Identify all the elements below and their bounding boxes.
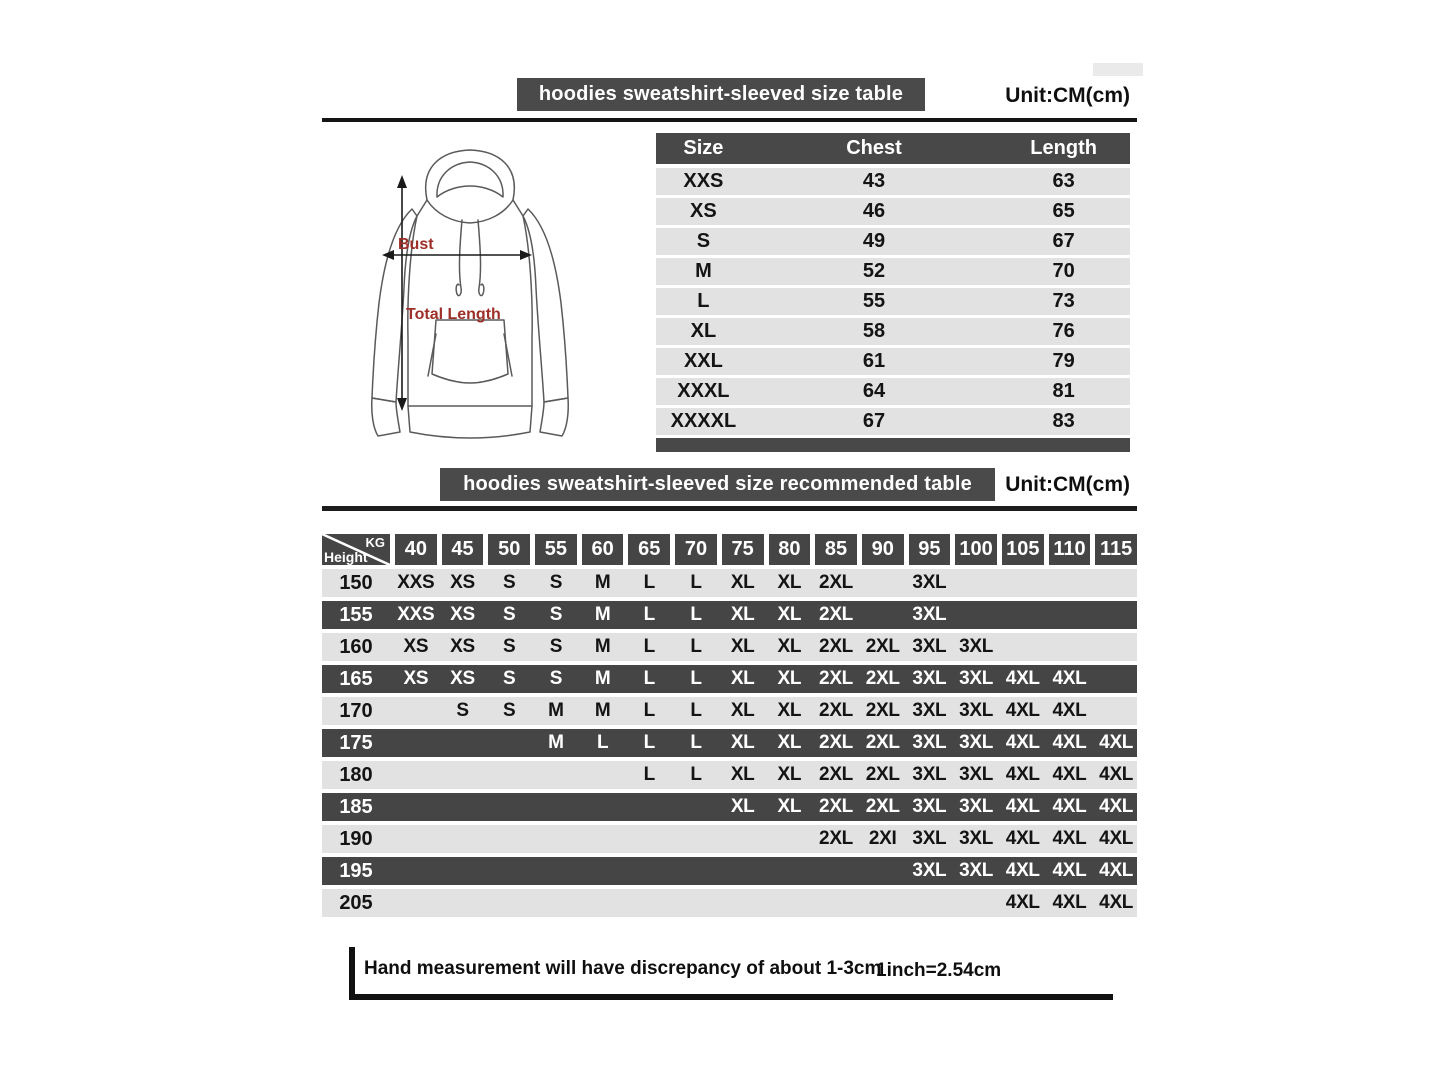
height-row-label: 185 (339, 795, 373, 818)
recommend-size-cell: 4XL (1099, 892, 1134, 913)
recommend-table-row (322, 665, 1137, 693)
recommend-size-cell: XL (777, 764, 802, 785)
recommend-size-cell: XXS (397, 604, 435, 625)
recommend-size-cell: 2XL (819, 764, 853, 785)
weight-column-header: 80 (769, 534, 811, 565)
pocket (432, 320, 508, 383)
recommend-size-cell: 2XL (865, 796, 900, 817)
note-horizontal-rule (349, 994, 1113, 1000)
size-table-row (656, 258, 1130, 285)
recommend-size-cell: XL (777, 604, 802, 625)
recommend-size-cell: M (594, 668, 611, 689)
weight-column-header: 115 (1095, 534, 1137, 565)
recommend-size-cell: 4XL (1005, 700, 1040, 721)
size-table-cell-chest: 46 (862, 200, 886, 222)
recommend-size-cell: L (643, 764, 655, 785)
weight-column-header: 45 (442, 534, 484, 565)
length-column-header: Length (1030, 137, 1097, 159)
sleeve-right (523, 209, 568, 402)
size-table-cell-length: 76 (1052, 320, 1075, 342)
recommend-size-cell: 3XL (912, 796, 947, 817)
recommend-size-cell: M (594, 572, 611, 593)
hood-outline (426, 150, 515, 200)
recommend-size-cell: S (549, 572, 563, 593)
recommend-size-cell: 3XL (912, 764, 947, 785)
recommend-size-cell: 2XL (819, 796, 853, 817)
size-table-cell-chest: 49 (862, 230, 886, 252)
recommend-size-cell: XL (777, 572, 802, 593)
size-table-row (656, 228, 1130, 255)
recommend-table-row (322, 601, 1137, 629)
recommend-size-cell: 2XL (865, 700, 900, 721)
recommend-table-row (322, 825, 1137, 853)
size-table-cell-size: L (697, 290, 710, 312)
size-table-cell-length: 81 (1052, 380, 1075, 402)
weight-column-header: 60 (582, 534, 624, 565)
recommend-size-cell: 4XL (1052, 860, 1087, 881)
recommend-size-cell: 3XL (959, 828, 994, 849)
recommend-size-cell: S (503, 636, 516, 657)
recommend-size-cell: S (549, 636, 563, 657)
recommend-size-cell: XS (450, 636, 475, 657)
size-table-cell-length: 65 (1052, 200, 1075, 222)
recommend-size-cell: L (643, 668, 655, 689)
cuff-left (372, 398, 400, 436)
chest-column-header: Chest (846, 137, 902, 159)
size-table-cell-chest: 58 (862, 320, 886, 342)
size-table-cell-chest: 52 (862, 260, 886, 282)
recommend-size-cell: XL (730, 700, 755, 721)
recommend-size-cell: 4XL (1099, 796, 1134, 817)
weight-column-header: 110 (1049, 534, 1091, 565)
size-table-cell-length: 70 (1052, 260, 1075, 282)
recommend-size-cell: 3XL (912, 860, 947, 881)
weight-column-header: 55 (535, 534, 577, 565)
weight-header-row (322, 534, 1137, 565)
size-table-title: hoodies sweatshirt-sleeved size table (517, 78, 925, 111)
recommend-size-cell: 4XL (1005, 828, 1040, 849)
recommend-table-row (322, 857, 1137, 885)
size-table-cell-chest: 61 (862, 350, 886, 372)
recommend-size-cell: XL (777, 732, 802, 753)
recommend-table-row (322, 697, 1137, 725)
size-table-footer-bar (656, 438, 1130, 452)
drawstring-right (478, 220, 484, 296)
size-column-header: Size (683, 137, 724, 159)
recommend-table-row (322, 569, 1137, 597)
recommend-size-cell: 3XL (912, 604, 947, 625)
recommend-size-cell: XXS (397, 572, 435, 593)
recommend-table-row (322, 889, 1137, 917)
recommend-size-cell: XL (777, 700, 802, 721)
size-table-cell-size: XL (690, 320, 717, 342)
recommend-size-cell: XS (450, 668, 475, 689)
recommend-size-cell: 3XL (959, 764, 994, 785)
size-table-row (656, 198, 1130, 225)
scan-artifact (1093, 63, 1143, 76)
size-table-cell-chest: 67 (862, 410, 886, 432)
recommend-size-cell: XL (730, 732, 755, 753)
recommend-size-cell: 3XL (912, 732, 947, 753)
recommend-size-cell: S (503, 668, 516, 689)
recommend-size-cell: 4XL (1052, 668, 1087, 689)
size-table-cell-size: XXS (683, 170, 724, 192)
recommend-size-cell: 3XL (959, 636, 994, 657)
size-table-body (656, 168, 1130, 435)
recommend-size-cell: XL (777, 796, 802, 817)
recommend-size-cell: XS (403, 668, 429, 689)
size-table-cell-length: 67 (1052, 230, 1075, 252)
recommend-size-cell: L (690, 732, 702, 753)
height-row-label: 160 (339, 635, 373, 658)
recommend-size-cell: 3XL (959, 700, 994, 721)
recommend-size-cell: 2XL (819, 604, 853, 625)
section2-divider (322, 506, 1137, 511)
height-row-label: 205 (339, 891, 373, 914)
size-table-row (656, 378, 1130, 405)
weight-column-header: 105 (1002, 534, 1044, 565)
size-table-cell-length: 79 (1052, 350, 1075, 372)
recommend-size-cell: 3XL (912, 668, 947, 689)
size-table-row (656, 348, 1130, 375)
recommend-size-cell: 4XL (1052, 732, 1087, 753)
recommend-table-body (322, 569, 1137, 917)
weight-column-header: 75 (722, 534, 764, 565)
height-row-label: 190 (339, 827, 373, 850)
recommend-size-cell: 4XL (1005, 732, 1040, 753)
recommend-size-cell: L (643, 636, 655, 657)
hoodie-measurement-diagram (330, 138, 610, 460)
recommend-size-cell: XL (730, 636, 755, 657)
note-vertical-rule (349, 947, 355, 1000)
size-table-row (656, 408, 1130, 435)
recommended-table-title: hoodies sweatshirt-sleeved size recommended table (440, 468, 995, 501)
recommend-size-cell: 3XL (959, 732, 994, 753)
recommend-size-cell: 2XL (865, 764, 900, 785)
bust-label: Bust (398, 236, 434, 253)
recommend-size-cell: XL (777, 668, 802, 689)
recommend-size-cell: L (690, 764, 702, 785)
size-table-cell-size: XXL (683, 350, 723, 372)
recommend-size-cell: L (690, 636, 702, 657)
recommend-size-cell: 2XL (819, 700, 853, 721)
drawstring-left (456, 220, 462, 296)
recommend-size-cell: 4XL (1005, 668, 1040, 689)
recommend-size-cell: 2XL (819, 828, 853, 849)
size-table-row (656, 318, 1130, 345)
recommend-size-cell: 4XL (1099, 764, 1134, 785)
size-table-cell-size: XS (690, 200, 717, 222)
recommend-size-cell: S (549, 604, 563, 625)
recommend-size-cell: 3XL (912, 828, 947, 849)
size-table-cell-chest: 55 (862, 290, 886, 312)
section1-divider (322, 118, 1137, 122)
recommended-size-table (322, 534, 1137, 921)
recommend-size-cell: XS (403, 636, 429, 657)
recommend-size-cell: 4XL (1099, 732, 1134, 753)
recommend-size-cell: L (643, 604, 655, 625)
recommend-size-cell: S (503, 572, 516, 593)
recommend-size-cell: 4XL (1005, 892, 1040, 913)
recommend-size-cell: 2XL (819, 572, 853, 593)
size-table-row (656, 168, 1130, 195)
recommend-size-cell: 4XL (1052, 892, 1087, 913)
recommend-size-cell: XL (730, 796, 755, 817)
kg-height-corner-cell (322, 534, 390, 565)
recommend-size-cell: 4XL (1005, 764, 1040, 785)
weight-column-header: 100 (955, 534, 997, 565)
size-table-row (656, 288, 1130, 315)
recommend-size-cell: 4XL (1005, 796, 1040, 817)
weight-column-header: 85 (815, 534, 857, 565)
recommend-size-cell: XL (730, 668, 755, 689)
height-label-corner: Height (324, 549, 368, 565)
recommend-size-cell: S (503, 700, 516, 721)
recommend-size-cell: L (596, 732, 609, 753)
recommend-size-cell: 2XL (865, 636, 900, 657)
recommend-size-cell: 3XL (912, 636, 947, 657)
recommend-size-cell: M (594, 700, 611, 721)
recommend-table-row (322, 633, 1137, 661)
recommend-size-cell: XL (730, 764, 755, 785)
recommend-size-cell: 2XL (865, 668, 900, 689)
recommend-size-cell: 3XL (959, 668, 994, 689)
height-row-label: 195 (339, 859, 373, 882)
recommend-size-cell: L (643, 572, 655, 593)
weight-column-header: 40 (395, 534, 437, 565)
weight-column-header: 50 (488, 534, 530, 565)
recommend-size-cell: 4XL (1099, 828, 1134, 849)
height-row-label: 175 (339, 731, 373, 754)
size-table-header (656, 133, 1130, 164)
size-table-cell-size: S (696, 230, 711, 252)
recommend-table-row (322, 793, 1137, 821)
recommend-size-cell: L (690, 572, 702, 593)
weight-column-header: 90 (862, 534, 904, 565)
size-table-cell-chest: 64 (862, 380, 886, 402)
recommend-size-cell: 2XL (819, 668, 853, 689)
recommend-size-cell: 4XL (1052, 700, 1087, 721)
size-table (656, 133, 1130, 452)
recommend-size-cell: 4XL (1052, 796, 1087, 817)
size-table-cell-length: 63 (1052, 170, 1075, 192)
recommend-size-cell: M (548, 732, 564, 753)
size-table-cell-length: 73 (1052, 290, 1075, 312)
size-table-cell-chest: 43 (862, 170, 886, 192)
recommend-size-cell: M (594, 636, 611, 657)
measurement-note: Hand measurement will have discrepancy of about 1-3cm (364, 958, 882, 979)
recommend-size-cell: XS (450, 604, 475, 625)
recommend-size-cell: XL (777, 636, 802, 657)
height-row-label: 150 (339, 571, 373, 594)
unit-label-1: Unit:CM(cm) (1005, 84, 1130, 107)
recommend-size-cell: S (503, 604, 516, 625)
weight-column-header: 70 (675, 534, 717, 565)
recommend-size-cell: 3XL (912, 700, 947, 721)
unit-label-2: Unit:CM(cm) (1005, 473, 1130, 496)
kg-label: KG (365, 535, 385, 550)
recommend-size-cell: S (549, 668, 563, 689)
recommend-size-cell: 4XL (1005, 860, 1040, 881)
recommend-size-cell: 4XL (1099, 860, 1134, 881)
height-row-label: 180 (339, 763, 373, 786)
inch-conversion-note: 1inch=2.54cm (876, 960, 1002, 981)
recommend-size-cell: L (643, 700, 655, 721)
recommend-size-cell: L (643, 732, 655, 753)
recommend-table-row (322, 729, 1137, 757)
recommend-size-cell: L (690, 668, 702, 689)
recommend-size-cell: M (594, 604, 611, 625)
total-length-label: Total Length (406, 306, 501, 323)
recommend-size-cell: 3XL (959, 796, 994, 817)
recommend-size-cell: L (690, 700, 702, 721)
size-table-cell-size: M (695, 260, 712, 282)
recommend-size-cell: M (548, 700, 564, 721)
recommend-size-cell: 2XL (865, 732, 900, 753)
height-row-label: 170 (339, 699, 373, 722)
recommend-size-cell: 4XL (1052, 828, 1087, 849)
weight-column-header: 65 (628, 534, 670, 565)
recommend-size-cell: XS (450, 572, 475, 593)
recommend-size-cell: 4XL (1052, 764, 1087, 785)
recommend-size-cell: S (456, 700, 469, 721)
weight-column-header: 95 (909, 534, 951, 565)
recommend-table-row (322, 761, 1137, 789)
hem-band (408, 406, 532, 438)
recommend-size-cell: XL (730, 572, 755, 593)
recommend-size-cell: 3XL (912, 572, 947, 593)
recommend-size-cell: 2XL (819, 636, 853, 657)
recommend-size-cell: L (690, 604, 702, 625)
size-table-cell-size: XXXL (677, 380, 730, 402)
recommend-size-cell: XL (730, 604, 755, 625)
cuff-right (540, 398, 568, 436)
recommend-size-cell: 2XI (868, 828, 897, 849)
size-table-cell-size: XXXXL (670, 410, 737, 432)
recommend-size-cell: 3XL (959, 860, 994, 881)
recommend-size-cell: 2XL (819, 732, 853, 753)
size-table-cell-length: 83 (1052, 410, 1075, 432)
height-row-label: 155 (339, 603, 373, 626)
height-row-label: 165 (339, 667, 373, 690)
